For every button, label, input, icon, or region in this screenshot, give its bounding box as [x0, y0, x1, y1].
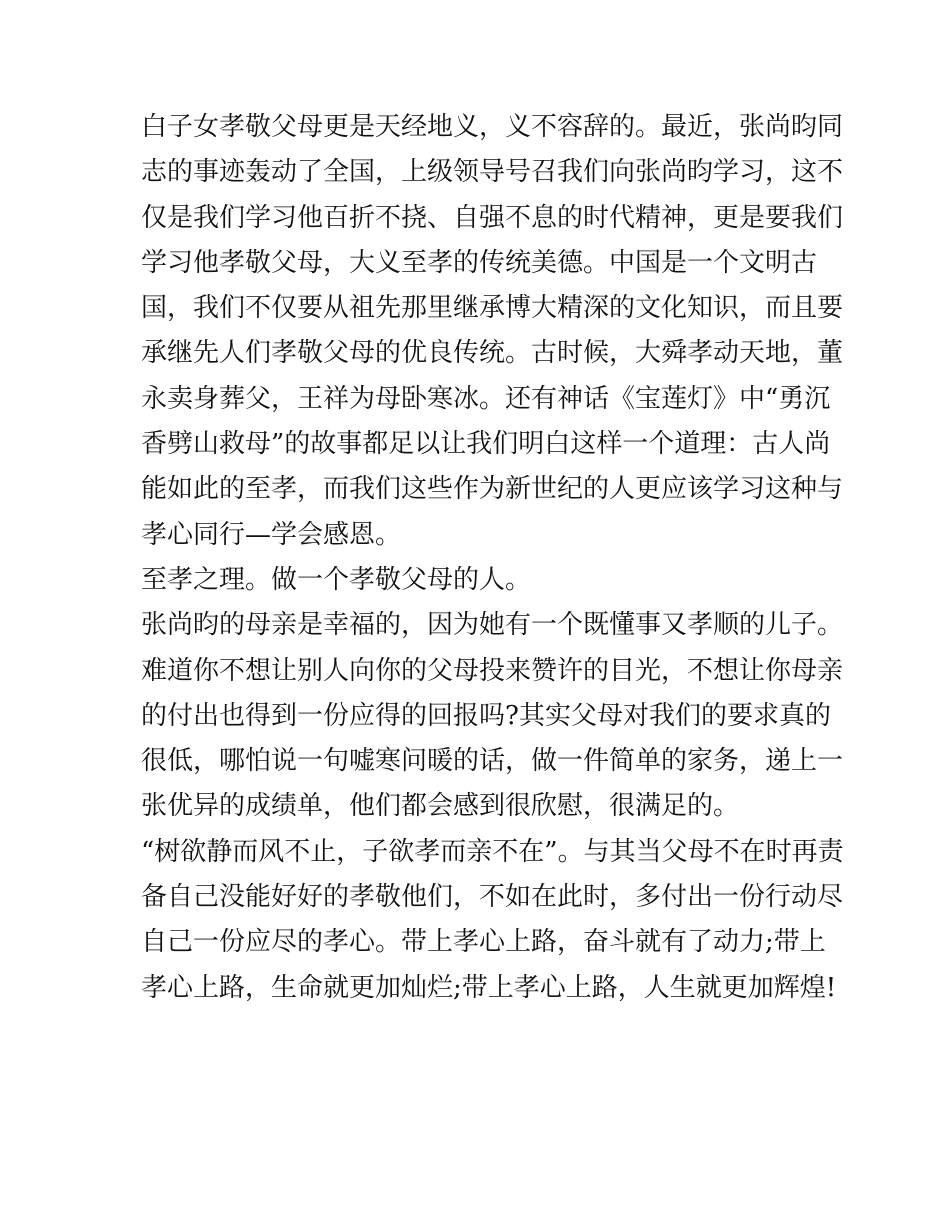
text-line: 志的事迹轰动了全国，上级领导号召我们向张尚昀学习，这不 — [141, 157, 844, 188]
text-line: 备自己没能好好的孝敬他们，不如在此时，多付出一份行动尽 — [141, 882, 844, 913]
text-line: 能如此的至孝，而我们这些作为新世纪的人更应该学习这种与 — [141, 474, 844, 505]
text-line: “树欲静而风不止，子欲孝而亲不在”。与其当父母不在时再责 — [141, 836, 844, 867]
text-line: 至孝之理。做一个孝敬父母的人。 — [141, 564, 532, 595]
text-line: 白子女孝敬父母更是天经地义，义不容辞的。最近，张尚昀同 — [141, 112, 844, 142]
text-line: 孝心上路，生命就更加灿烂;带上孝心上路，人生就更加辉煌! — [141, 972, 837, 1003]
text-line: 仅是我们学习他百折不挠、自强不息的时代精神，更是要我们 — [141, 202, 844, 233]
text-line: 难道你不想让别人向你的父母投来赞许的目光，不想让你母亲 — [141, 655, 844, 686]
text-line: 孝心同行—学会感恩。 — [141, 519, 402, 550]
text-line: 张尚昀的母亲是幸福的，因为她有一个既懂事又孝顺的儿子。 — [141, 610, 844, 641]
text-line: 学习他孝敬父母，大义至孝的传统美德。中国是一个文明古 — [141, 247, 818, 278]
text-line: 很低，哪怕说一句嘘寒问暖的话，做一件简单的家务，递上一 — [141, 746, 844, 777]
text-line: 承继先人们孝敬父母的优良传统。古时候，大舜孝动天地，董 — [141, 338, 844, 369]
text-line: 永卖身葬父，王祥为母卧寒冰。还有神话《宝莲灯》中“勇沉 — [141, 383, 831, 414]
text-line: 香劈山救母”的故事都足以让我们明白这样一个道理：古人尚 — [141, 429, 831, 460]
text-line: 张优异的成绩单，他们都会感到很欣慰，很满足的。 — [141, 791, 740, 822]
text-line: 国，我们不仅要从祖先那里继承博大精深的文化知识，而且要 — [141, 293, 844, 324]
text-line: 自己一份应尽的孝心。带上孝心上路，奋斗就有了动力;带上 — [141, 927, 826, 958]
document-body — [141, 105, 844, 1011]
text-line: 的付出也得到一份应得的回报吗?其实父母对我们的要求真的 — [141, 700, 831, 731]
